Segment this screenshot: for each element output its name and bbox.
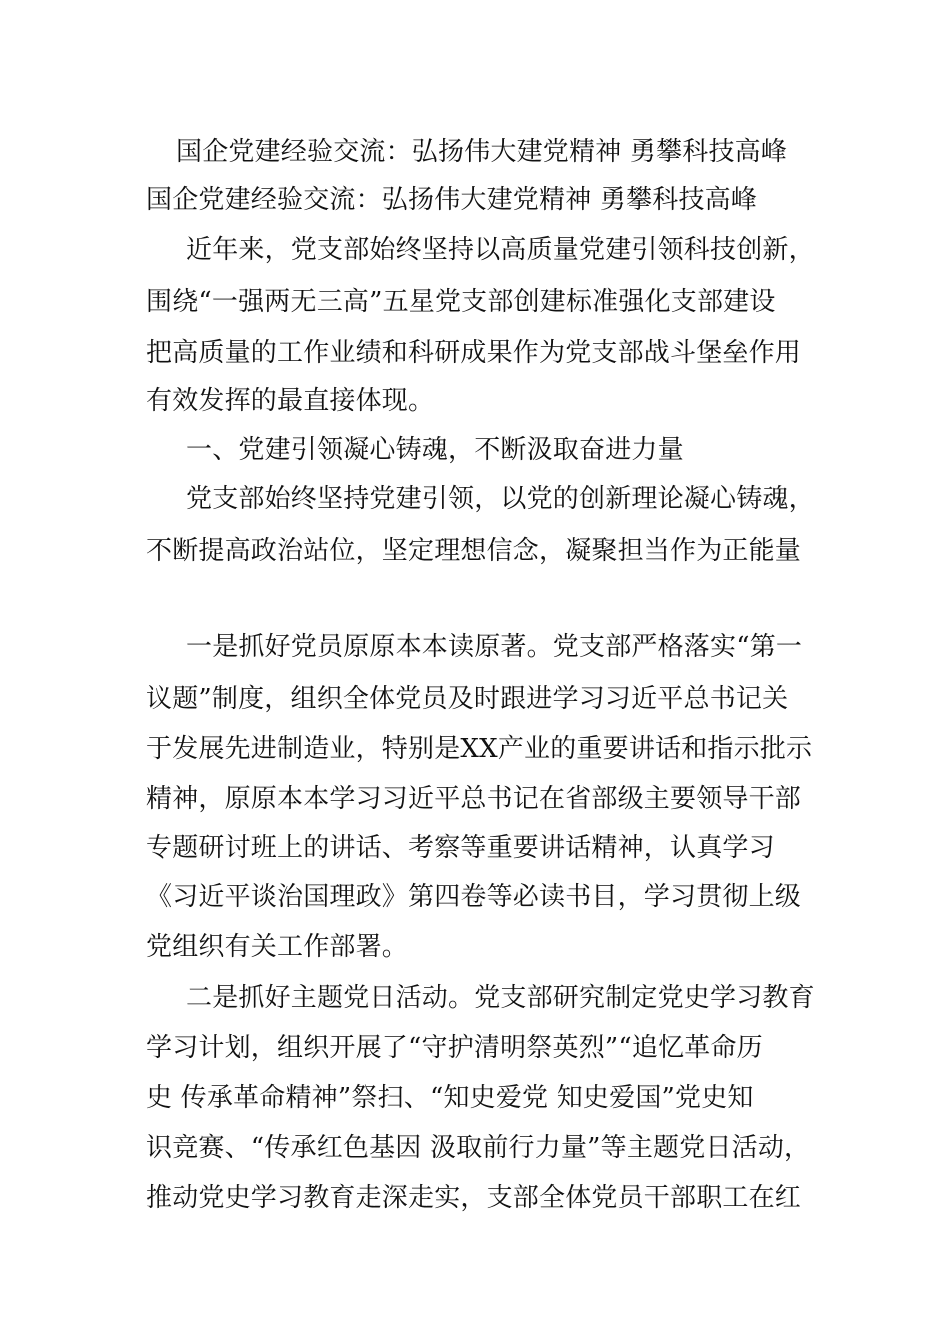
body-line: 精神，原原本本学习习近平总书记在省部级主要领导干部 xyxy=(146,784,802,814)
section-heading: 一、党建引领凝心铸魂，不断汲取奋进力量 xyxy=(186,435,684,465)
body-line: 学习计划，组织开展了“守护清明祭英烈”“追忆革命历 xyxy=(146,1033,763,1063)
body-line: 于发展先进制造业，特别是XX产业的重要讲话和指示批示 xyxy=(146,734,813,764)
body-line: 围绕“一强两无三高”五星党支部创建标准强化支部建设 xyxy=(146,287,776,317)
body-line: 党组织有关工作部署。 xyxy=(146,932,409,962)
body-line: 《习近平谈治国理政》第四卷等必读书目，学习贯彻上级 xyxy=(146,882,802,912)
body-line: 党支部始终坚持党建引领，以党的创新理论凝心铸魂， xyxy=(186,484,815,514)
document-title-repeat: 国企党建经验交流：弘扬伟大建党精神 勇攀科技高峰 xyxy=(146,185,758,215)
body-line: 近年来，党支部始终坚持以高质量党建引领科技创新， xyxy=(186,235,815,265)
body-line: 专题研讨班上的讲话、考察等重要讲话精神，认真学习 xyxy=(146,833,775,863)
body-line: 识竞赛、“传承红色基因 汲取前行力量”等主题党日活动， xyxy=(146,1133,811,1163)
body-line: 把高质量的工作业绩和科研成果作为党支部战斗堡垒作用 xyxy=(146,338,802,368)
body-line: 一是抓好党员原原本本读原著。党支部严格落实“第一 xyxy=(186,632,803,662)
body-line: 二是抓好主题党日活动。党支部研究制定党史学习教育 xyxy=(186,983,815,1013)
body-line: 不断提高政治站位，坚定理想信念，凝聚担当作为正能量 xyxy=(146,536,802,566)
body-line: 有效发挥的最直接体现。 xyxy=(146,386,435,416)
document-title: 国企党建经验交流：弘扬伟大建党精神 勇攀科技高峰 xyxy=(176,137,788,167)
body-line: 史 传承革命精神”祭扫、“知史爱党 知史爱国”党史知 xyxy=(146,1083,754,1113)
body-line: 议题”制度，组织全体党员及时跟进学习习近平总书记关 xyxy=(146,684,789,714)
body-line: 推动党史学习教育走深走实，支部全体党员干部职工在红 xyxy=(146,1183,802,1213)
